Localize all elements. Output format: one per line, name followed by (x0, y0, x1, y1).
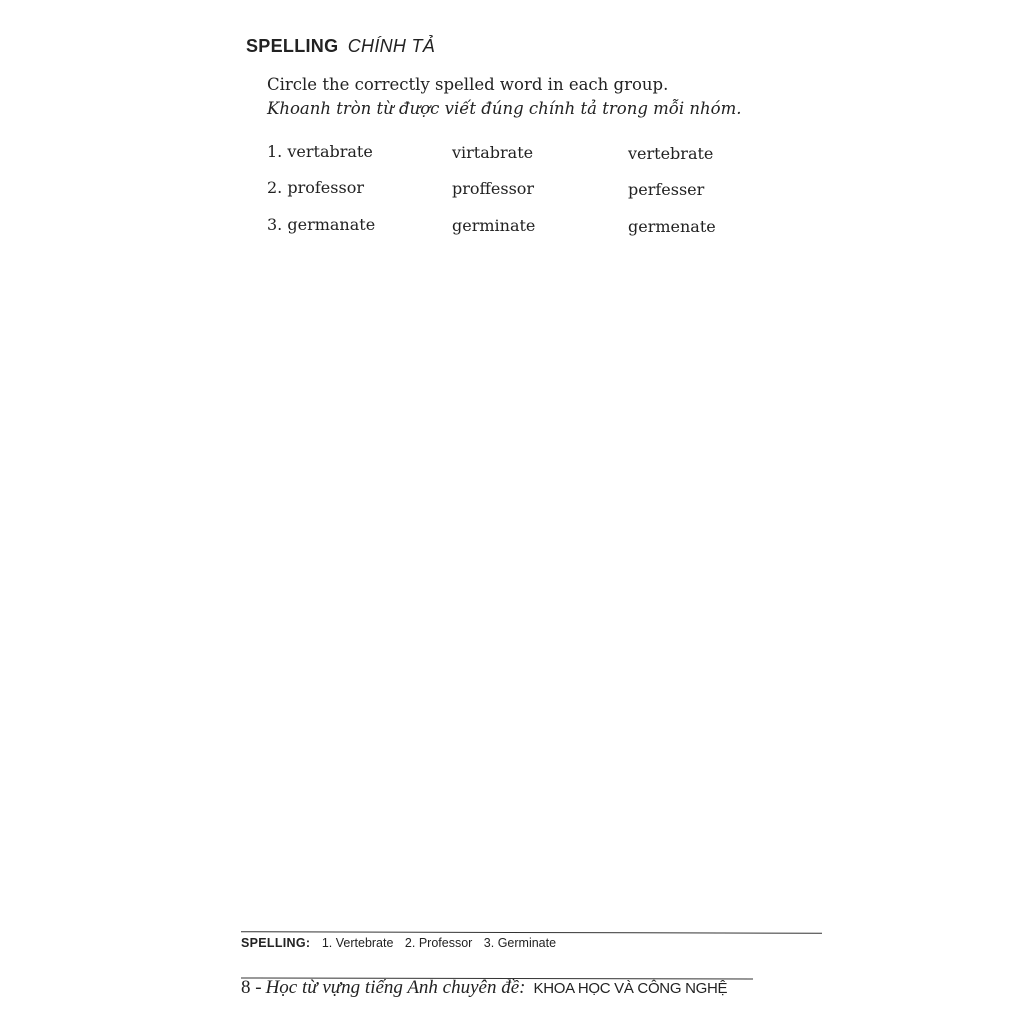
instruction-english: Circle the correctly spelled word in each group. (267, 75, 669, 94)
answers-divider (241, 931, 822, 934)
page-number: 8 - (241, 977, 262, 998)
section-heading (246, 36, 435, 57)
book-title: Học từ vựng tiếng Anh chuyên đề: (265, 977, 526, 998)
word-option[interactable]: germinate (452, 216, 536, 235)
word-option[interactable]: 2. professor (267, 178, 364, 197)
word-group-2 (0, 178, 1024, 202)
word-option[interactable]: virtabrate (452, 143, 534, 162)
section-title-vietnamese: CHÍNH TẢ (347, 36, 436, 56)
answer-item: 2. Professor (404, 936, 473, 950)
answer-item: 3. Germinate (483, 936, 557, 950)
word-option[interactable]: perfesser (628, 180, 705, 199)
word-option[interactable]: proffessor (452, 179, 535, 198)
instruction-vietnamese: Khoanh tròn từ được viết đúng chính tả trong mỗi nhóm. (267, 99, 742, 118)
answer-item: 1. Vertebrate (321, 936, 394, 950)
answer-key (241, 936, 556, 950)
answer-key-label: SPELLING: (241, 936, 311, 950)
word-group-3 (0, 215, 1024, 239)
word-option[interactable]: 1. vertabrate (267, 142, 373, 161)
word-option[interactable]: vertebrate (628, 144, 714, 163)
page-footer (241, 977, 727, 999)
section-title-english: SPELLING (246, 36, 339, 56)
word-option[interactable]: 3. germanate (267, 215, 376, 234)
book-topic: KHOA HỌC VÀ CÔNG NGHỆ (533, 980, 728, 997)
word-option[interactable]: germenate (628, 217, 716, 236)
word-group-1 (0, 142, 1024, 166)
